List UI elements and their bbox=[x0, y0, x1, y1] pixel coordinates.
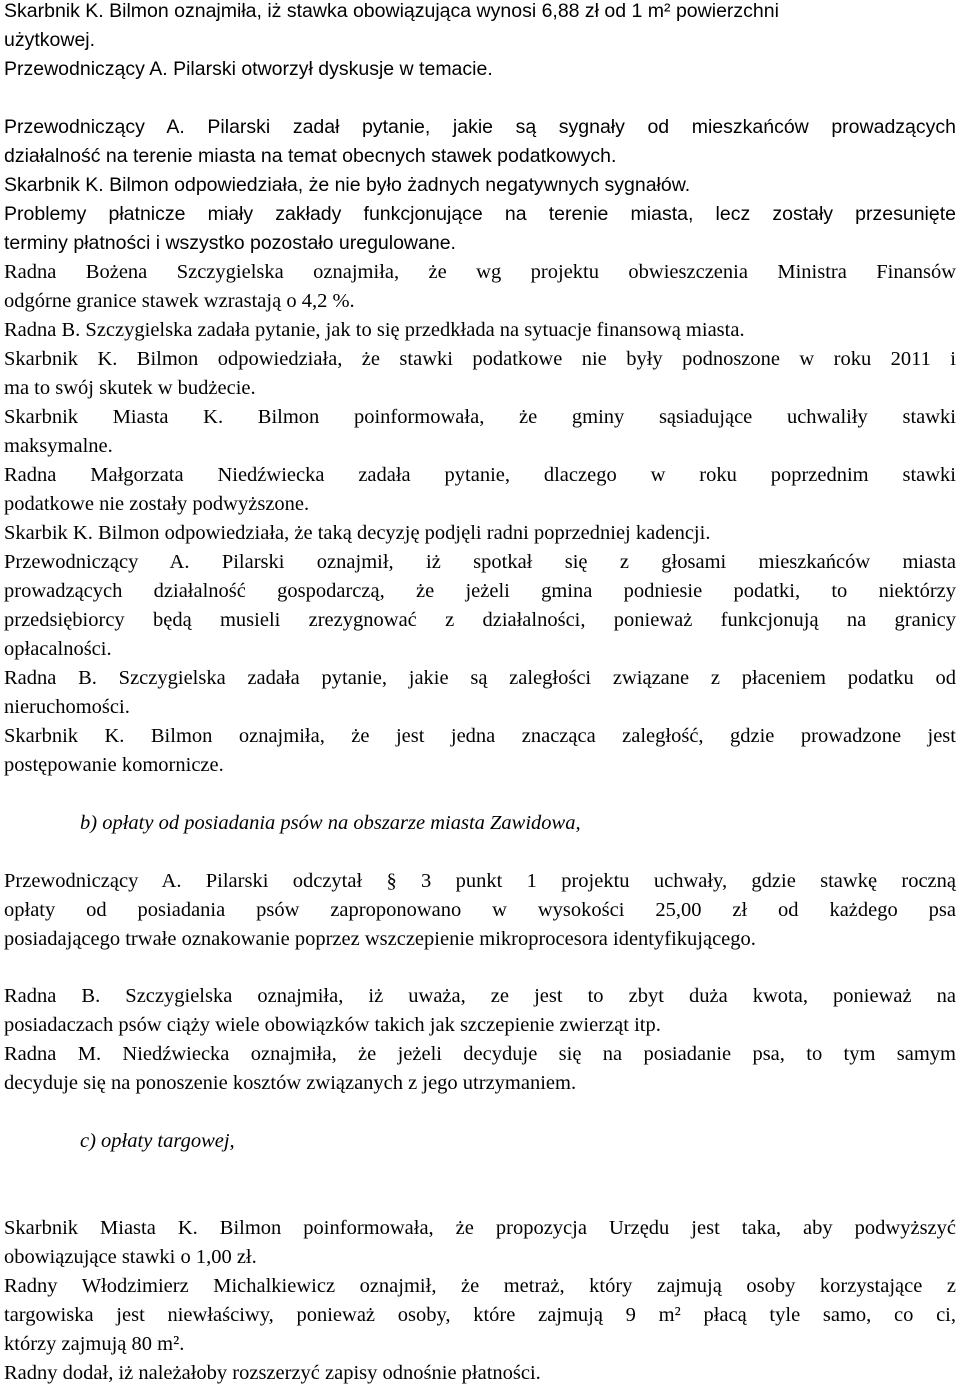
text-line: Radna B. Szczygielska zadała pytanie, jak to się przedkłada na sytuacje finansową miasta. bbox=[4, 319, 745, 341]
text-line: użytkowej. bbox=[4, 29, 96, 51]
text-line: posiadającego trwałe oznakowanie poprzez wszczepienie mikroprocesora identyfikującego. bbox=[4, 928, 756, 950]
section-heading: c) opłaty targowej, bbox=[80, 1130, 235, 1152]
text-line: opłacalności. bbox=[4, 638, 112, 660]
text-line: Skarbik K. Bilmon odpowiedziała, że taką decyzję podjęli radni poprzedniej kadencji. bbox=[4, 522, 711, 544]
text-line: targowiska jest niewłaściwy, ponieważ osoby, które zajmują 9 m² płacą tyle samo, co ci, bbox=[4, 1304, 956, 1326]
text-line: Radny dodał, iż należałoby rozszerzyć zapisy odnośnie płatności. bbox=[4, 1362, 541, 1384]
text-line: Radna B. Szczygielska zadała pytanie, jakie są zaległości związane z płaceniem podatku od bbox=[4, 667, 956, 689]
text-line: działalność na terenie miasta na temat obecnych stawek podatkowych. bbox=[4, 145, 617, 167]
text-line: Przewodniczący A. Pilarski zadał pytanie, jakie są sygnały od mieszkańców prowadzących bbox=[4, 116, 956, 138]
text-line: obowiązujące stawki o 1,00 zł. bbox=[4, 1246, 257, 1268]
text-line: ma to swój skutek w budżecie. bbox=[4, 377, 256, 399]
text-line: terminy płatności i wszystko pozostało uregulowane. bbox=[4, 232, 456, 254]
text-line: prowadzących działalność gospodarczą, że jeżeli gmina podniesie podatki, to niektórzy bbox=[4, 580, 956, 602]
text-line: którzy zajmują 80 m². bbox=[4, 1333, 185, 1355]
section-heading: b) opłaty od posiadania psów na obszarze miasta Zawidowa, bbox=[80, 812, 581, 834]
text-line: opłaty od posiadania psów zaproponowano w wysokości 25,00 zł od każdego psa bbox=[4, 899, 956, 921]
text-line: nieruchomości. bbox=[4, 696, 130, 718]
text-line: Skarbnik Miasta K. Bilmon poinformowała, że gminy sąsiadujące uchwaliły stawki bbox=[4, 406, 956, 428]
text-line: Skarbnik K. Bilmon odpowiedziała, że stawki podatkowe nie były podnoszone w roku 2011 i bbox=[4, 348, 956, 370]
text-line: Przewodniczący A. Pilarski odczytał § 3 punkt 1 projektu uchwały, gdzie stawkę roczną bbox=[4, 870, 956, 892]
text-line: odgórne granice stawek wzrastają o 4,2 %. bbox=[4, 290, 355, 312]
text-line: podatkowe nie zostały podwyższone. bbox=[4, 493, 310, 515]
text-line: Problemy płatnicze miały zakłady funkcjonujące na terenie miasta, lecz zostały przesunięte bbox=[4, 203, 956, 225]
text-line: postępowanie komornicze. bbox=[4, 754, 224, 776]
text-line: Skarbnik K. Bilmon oznajmiła, że jest jedna znacząca zaległość, gdzie prowadzone jest bbox=[4, 725, 956, 747]
text-line: Przewodniczący A. Pilarski oznajmił, iż spotkał się z głosami mieszkańców miasta bbox=[4, 551, 956, 573]
text-line: Skarbnik K. Bilmon oznajmiła, iż stawka obowiązująca wynosi 6,88 zł od 1 m² powierzchni bbox=[4, 0, 779, 22]
text-line: Przewodniczący A. Pilarski otworzył dyskusje w temacie. bbox=[4, 58, 493, 80]
text-line: Radna Bożena Szczygielska oznajmiła, że wg projektu obwieszczenia Ministra Finansów bbox=[4, 261, 956, 283]
text-line: Radna B. Szczygielska oznajmiła, iż uważa, ze jest to zbyt duża kwota, ponieważ na bbox=[4, 985, 956, 1007]
text-line: Radny Włodzimierz Michalkiewicz oznajmił, że metraż, który zajmują osoby korzystające z bbox=[4, 1275, 956, 1297]
text-line: Radna Małgorzata Niedźwiecka zadała pytanie, dlaczego w roku poprzednim stawki bbox=[4, 464, 956, 486]
text-line: przedsiębiorcy będą musieli zrezygnować z działalności, ponieważ funkcjonują na granicy bbox=[4, 609, 956, 631]
text-line: Skarbnik Miasta K. Bilmon poinformowała, że propozycja Urzędu jest taka, aby podwyższyć bbox=[4, 1217, 956, 1239]
text-line: decyduje się na ponoszenie kosztów związanych z jego utrzymaniem. bbox=[4, 1072, 577, 1094]
text-line: Radna M. Niedźwiecka oznajmiła, że jeżeli decyduje się na posiadanie psa, to tym samym bbox=[4, 1043, 956, 1065]
text-line: posiadaczach psów ciąży wiele obowiązków takich jak szczepienie zwierząt itp. bbox=[4, 1014, 661, 1036]
text-line: Skarbnik K. Bilmon odpowiedziała, że nie było żadnych negatywnych sygnałów. bbox=[4, 174, 691, 196]
text-line: maksymalne. bbox=[4, 435, 113, 457]
